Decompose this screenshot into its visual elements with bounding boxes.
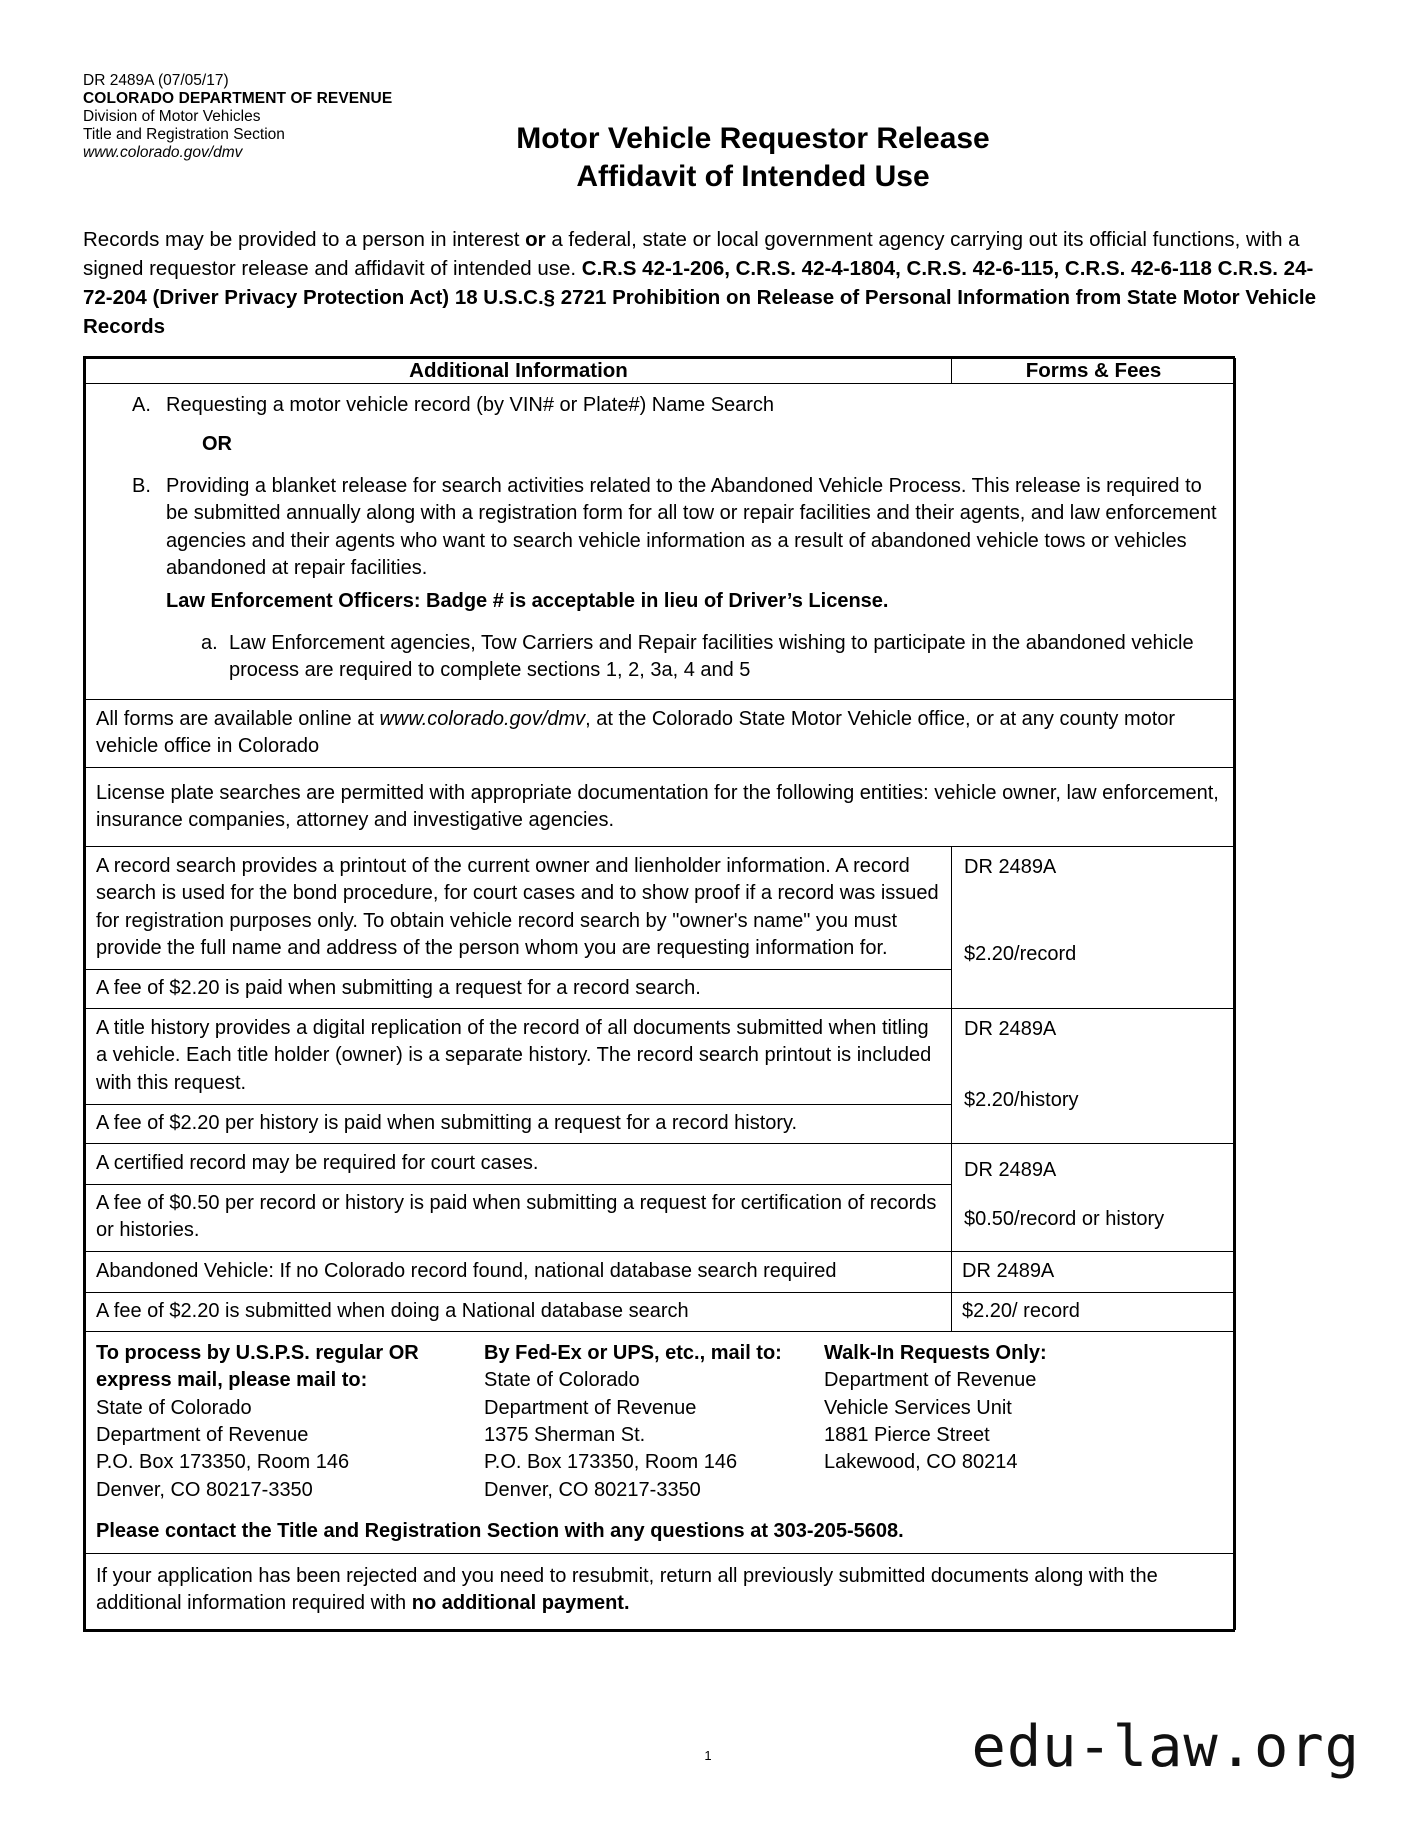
list-item-b	[96, 473, 1225, 583]
rejection-note-text: If your application has been rejected and you need to resubmit, return all previously submitted documents along with the additional information required with	[96, 1565, 1158, 1615]
page-title	[0, 120, 1416, 197]
table-row	[86, 1251, 1236, 1331]
table-row	[86, 1143, 1236, 1251]
column-header-additional-information: Additional Information	[86, 359, 952, 384]
list-marker-a: A.	[132, 394, 151, 416]
row-description-2: A certified record may be required for court cases.	[96, 1151, 539, 1174]
rejection-note-bold: no additional payment.	[411, 1592, 630, 1615]
information-table	[83, 356, 1235, 1632]
intro-paragraph	[83, 225, 1333, 341]
row-form-number-3: DR 2489A	[962, 1259, 1055, 1282]
page-number: 1	[704, 1748, 712, 1763]
intro-statute-citations: C.R.S 42-1-206, C.R.S. 42-4-1804, C.R.S. 42-6-115, C.R.S. 42-6-118 C.R.S. 24-72-204 (Driver Privacy Protection Act) 18 U.S.C.§ 2721 Prohibition on Release of Personal Information from State Motor Vehicle Records	[83, 257, 1317, 339]
forms-online-url: www.colorado.gov/dmv	[379, 707, 586, 730]
table-row-forms-online	[86, 699, 1236, 767]
courier-heading: By Fed-Ex or UPS, etc., mail to:	[484, 1341, 782, 1364]
section-name: Title and Registration Section	[83, 125, 285, 143]
forms-online-post: , at the Colorado State Motor Vehicle office, or at any county motor vehicle office in Colorado	[96, 707, 1176, 757]
list-text-b: Providing a blanket release for search activities related to the Abandoned Vehicle Process. This release is required to be submitted annually along with a registration form for all tow or repair facilities and their agents, and law enforcement agencies and their agents who want to search vehicle information as a result of abandoned vehicle tows or vehicles abandoned at repair facilities.	[166, 474, 1217, 579]
courier-line-3: 1375 Sherman St.	[484, 1424, 646, 1447]
walkin-heading: Walk-In Requests Only:	[824, 1341, 1047, 1364]
usps-heading-line1: To process by U.S.P.S. regular OR	[96, 1341, 419, 1364]
table-row-addresses	[86, 1331, 1236, 1553]
title-line-2: Affidavit of Intended Use	[576, 160, 930, 194]
sub-list-marker: a.	[201, 631, 218, 654]
form-number: DR 2489A (07/05/17)	[83, 72, 229, 89]
title-line-1: Motor Vehicle Requestor Release	[516, 122, 990, 155]
list-or-separator: OR	[202, 433, 232, 456]
rejection-note	[86, 1554, 1235, 1628]
address-column-walk-in	[824, 1340, 1124, 1504]
row-fee-cell-0	[952, 847, 1235, 975]
row-fee-cell-2	[952, 1144, 1235, 1240]
row-form-number-0: DR 2489A	[964, 856, 1057, 879]
intro-bold-or: or	[525, 228, 546, 251]
walkin-line-2: Vehicle Services Unit	[824, 1396, 1012, 1419]
sub-list-item-a	[96, 630, 1225, 685]
section-ab-list	[86, 384, 1235, 699]
row-fee-description-3: A fee of $2.20 is submitted when doing a National database search	[96, 1299, 689, 1322]
table-row	[86, 847, 1236, 1009]
table-row-sections-ab	[86, 384, 1236, 700]
walkin-line-4: Lakewood, CO 80214	[824, 1451, 1018, 1474]
division-name: Division of Motor Vehicles	[83, 107, 261, 125]
table-row	[86, 1009, 1236, 1144]
plate-searches-text: License plate searches are permitted with appropriate documentation for the following entities: vehicle owner, law enforcement, insurance companies, attorney and investigative agencies.	[96, 781, 1219, 832]
table-header-row	[86, 359, 1236, 384]
row-fee-amount-2: $0.50/record or history	[964, 1208, 1165, 1231]
row-form-number-2: DR 2489A	[964, 1158, 1057, 1181]
contact-note: Please contact the Title and Registration Section with any questions at 303-205-5608.	[96, 1520, 904, 1543]
forms-online-pre: All forms are available online at	[96, 707, 380, 730]
row-fee-cell-1	[952, 1009, 1235, 1121]
list-marker-b: B.	[132, 474, 151, 497]
address-column-usps	[96, 1340, 484, 1504]
courier-line-5: Denver, CO 80217-3350	[484, 1478, 701, 1501]
courier-line-4: P.O. Box 173350, Room 146	[484, 1451, 738, 1474]
row-description-1: A title history provides a digital replication of the record of all documents submitted when titling a vehicle. Each title holder (owner) is a separate history. The record search printout is included with this request.	[96, 1017, 932, 1094]
usps-line-2: Department of Revenue	[96, 1424, 309, 1447]
mailing-addresses-block	[86, 1332, 1235, 1514]
row-fee-amount-1: $2.20/history	[964, 1089, 1079, 1112]
list-item-a	[96, 392, 1225, 419]
row-fee-description-2: A fee of $0.50 per record or history is paid when submitting a request for certification of records or histories.	[96, 1192, 937, 1242]
list-text-a: Requesting a motor vehicle record (by VIN# or Plate#) Name Search	[166, 394, 775, 416]
watermark-text: edu-law.org	[971, 1714, 1360, 1780]
row-description-0: A record search provides a printout of the current owner and lienholder information. A record search is used for the bond procedure, for court cases and to show proof if a record was issued for registration purposes only. To obtain vehicle record search by "owner's name" you must provide the full name and address of the person whom you are requesting information for.	[96, 855, 939, 959]
usps-line-4: Denver, CO 80217-3350	[96, 1478, 313, 1501]
row-fee-description-1: A fee of $2.20 per history is paid when submitting a request for a record history.	[96, 1111, 798, 1134]
sub-list-text: Law Enforcement agencies, Tow Carriers and Repair facilities wishing to participate in the abandoned vehicle process are required to complete sections 1, 2, 3a, 4 and 5	[229, 631, 1194, 682]
address-column-courier	[484, 1340, 824, 1504]
walkin-line-3: 1881 Pierce Street	[824, 1424, 990, 1447]
column-header-forms-fees: Forms & Fees	[952, 359, 1236, 384]
department-name: COLORADO DEPARTMENT OF REVENUE	[83, 89, 393, 107]
row-form-number-1: DR 2489A	[964, 1018, 1057, 1041]
row-fee-amount-0: $2.20/record	[964, 943, 1077, 966]
intro-text-2: a federal, state or local government agency carrying out its official functions, with a signed requestor release and affidavit of intended use.	[83, 228, 1300, 281]
row-fee-amount-3: $2.20/ record	[962, 1299, 1080, 1322]
forms-online-text	[86, 700, 1235, 767]
table-row-rejection-note	[86, 1554, 1236, 1629]
intro-text-1: Records may be provided to a person in interest	[83, 228, 526, 251]
courier-line-2: Department of Revenue	[484, 1396, 697, 1419]
table-row-plate-searches	[86, 767, 1236, 846]
usps-heading-line2: express mail, please mail to:	[96, 1369, 368, 1392]
website-url: www.colorado.gov/dmv	[83, 143, 243, 161]
usps-line-1: State of Colorado	[96, 1396, 252, 1419]
row-description-3: Abandoned Vehicle: If no Colorado record found, national database search required	[96, 1259, 837, 1282]
walkin-line-1: Department of Revenue	[824, 1369, 1037, 1392]
courier-line-1: State of Colorado	[484, 1369, 640, 1392]
law-enforcement-note: Law Enforcement Officers: Badge # is acceptable in lieu of Driver’s License.	[166, 590, 889, 613]
usps-line-3: P.O. Box 173350, Room 146	[96, 1451, 350, 1474]
row-fee-description-0: A fee of $2.20 is paid when submitting a request for a record search.	[96, 977, 701, 1000]
